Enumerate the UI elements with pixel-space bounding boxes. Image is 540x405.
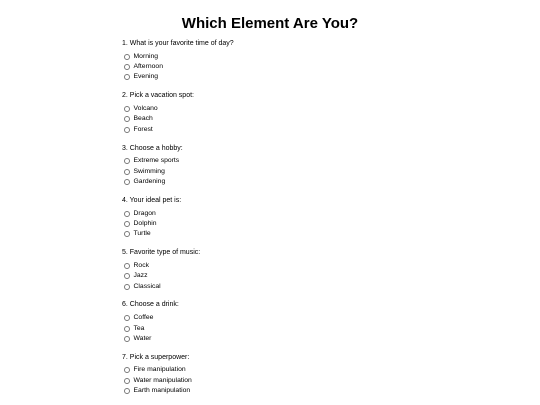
option-turtle[interactable] (122, 229, 422, 239)
radio-button[interactable] (124, 388, 130, 394)
option-label: Coffee (133, 314, 154, 322)
question-2 (122, 91, 422, 143)
question-5 (122, 248, 422, 300)
option-label: Jazz (133, 272, 148, 280)
radio-button[interactable] (124, 378, 130, 384)
question-text: 6. Choose a drink: (122, 301, 179, 309)
option-label: Extreme sports (133, 157, 180, 165)
option-label: Tea (133, 324, 145, 332)
radio-button[interactable] (124, 158, 130, 164)
radio-button[interactable] (124, 116, 130, 122)
radio-button[interactable] (124, 106, 130, 112)
question-6 (122, 300, 422, 352)
option-beach[interactable] (122, 114, 422, 124)
option-rock[interactable] (122, 261, 422, 271)
option-label: Forest (133, 125, 153, 133)
option-gardening[interactable] (122, 177, 422, 187)
radio-button[interactable] (124, 231, 130, 237)
option-earth-manipulation[interactable] (122, 386, 422, 396)
option-swimming[interactable] (122, 166, 422, 176)
question-text: 1. What is your favorite time of day? (122, 40, 234, 47)
radio-button[interactable] (124, 263, 130, 269)
option-evening[interactable] (122, 72, 422, 82)
question-4 (122, 196, 422, 248)
option-tea[interactable] (122, 323, 422, 333)
radio-button[interactable] (124, 211, 130, 217)
question-1 (122, 39, 422, 91)
radio-button[interactable] (124, 169, 130, 175)
option-label: Afternoon (133, 63, 163, 71)
radio-button[interactable] (124, 326, 130, 332)
option-label: Dragon (133, 209, 156, 217)
option-water[interactable] (122, 334, 422, 344)
radio-button[interactable] (124, 127, 130, 133)
radio-button[interactable] (124, 64, 130, 70)
radio-button[interactable] (124, 74, 130, 80)
question-text: 4. Your ideal pet is: (122, 196, 182, 204)
radio-button[interactable] (124, 336, 130, 342)
option-label: Water (133, 334, 152, 342)
radio-button[interactable] (124, 179, 130, 185)
question-3 (122, 144, 422, 196)
radio-button[interactable] (124, 284, 130, 290)
option-forest[interactable] (122, 125, 422, 135)
radio-button[interactable] (124, 54, 130, 60)
question-text: 7. Pick a superpower: (122, 353, 190, 361)
option-water-manipulation[interactable] (122, 376, 422, 386)
option-dragon[interactable] (122, 208, 422, 218)
option-label: Rock (133, 261, 149, 269)
option-label: Volcano (133, 104, 158, 112)
quiz-form (122, 39, 422, 405)
option-label: Gardening (133, 178, 166, 186)
radio-button[interactable] (124, 273, 130, 279)
radio-button[interactable] (124, 221, 130, 227)
option-label: Swimming (133, 167, 165, 175)
option-label: Fire manipulation (133, 366, 186, 374)
option-label: Morning (133, 52, 159, 60)
radio-button[interactable] (124, 315, 130, 321)
radio-button[interactable] (124, 367, 130, 373)
option-label: Earth manipulation (133, 387, 191, 395)
option-label: Water manipulation (133, 376, 192, 384)
option-volcano[interactable] (122, 104, 422, 114)
option-coffee[interactable] (122, 313, 422, 323)
option-label: Evening (133, 73, 159, 81)
option-label: Classical (133, 282, 161, 290)
option-classical[interactable] (122, 281, 422, 291)
option-afternoon[interactable] (122, 62, 422, 72)
question-text: 2. Pick a vacation spot: (122, 92, 194, 100)
page-title: Which Element Are You? (181, 15, 359, 32)
option-label: Dolphin (133, 219, 157, 227)
option-fire-manipulation[interactable] (122, 365, 422, 375)
option-extreme-sports[interactable] (122, 156, 422, 166)
option-label: Beach (133, 115, 153, 123)
option-dolphin[interactable] (122, 219, 422, 229)
question-text: 3. Choose a hobby: (122, 144, 183, 152)
option-morning[interactable] (122, 52, 422, 62)
question-text: 5. Favorite type of music: (122, 249, 201, 257)
question-7 (122, 353, 422, 405)
option-label: Turtle (133, 230, 151, 238)
option-jazz[interactable] (122, 271, 422, 281)
